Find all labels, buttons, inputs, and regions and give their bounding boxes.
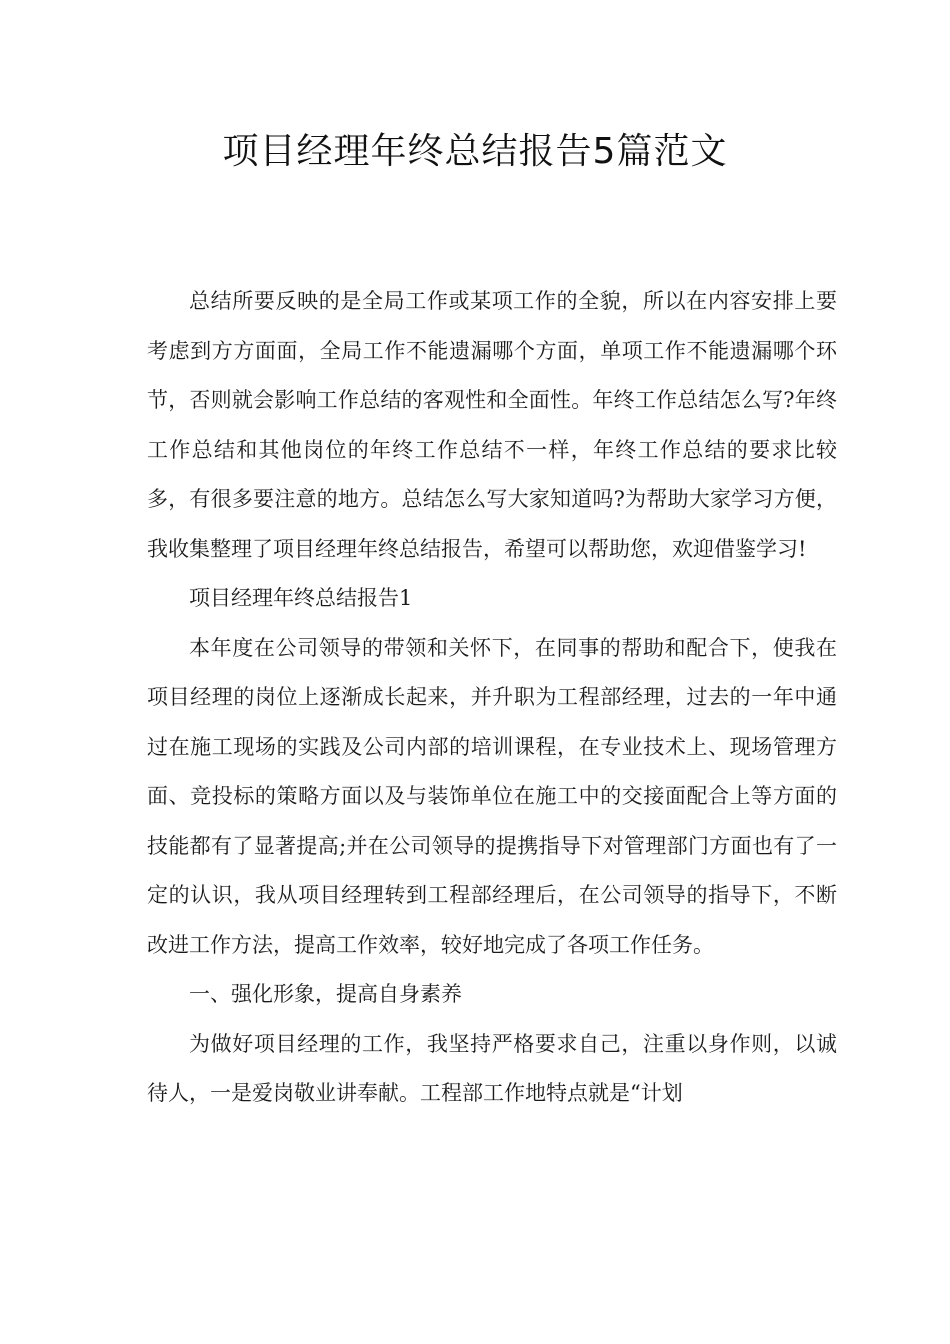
body-paragraph: 本年度在公司领导的带领和关怀下，在同事的帮助和配合下，使我在项目经理的岗位上逐渐成长起来，并升职为工程部经理，过去的一年中通过在施工现场的实践及公司内部的培训课程，在专业技术上、现场管理方面、竞投标的策略方面以及与装饰单位在施工中的交接面配合上等方面的技能都有了显著提高;并在公司领导的提携指导下对管理部门方面也有了一定的认识，我从项目经理转到工程部经理后，在公司领导的指导下，不断改进工作方法，提高工作效率，较好地完成了各项工作任务。 xyxy=(147,635,837,957)
subheading: 一、强化形象，提高自身素养 xyxy=(189,982,462,1006)
body-paragraph: 为做好项目经理的工作，我坚持严格要求自己，注重以身作则，以诚待人，一是爱岗敬业讲奉献。工程部工作地特点就是“计划 xyxy=(147,1031,837,1105)
section-heading: 项目经理年终总结报告1 xyxy=(189,586,413,610)
document-body xyxy=(147,277,837,1119)
intro-paragraph: 总结所要反映的是全局工作或某项工作的全貌，所以在内容安排上要考虑到方方面面，全局工作不能遗漏哪个方面，单项工作不能遗漏哪个环节，否则就会影响工作总结的客观性和全面性。年终工作总结怎么写?年终工作总结和其他岗位的年终工作总结不一样，年终工作总结的要求比较多，有很多要注意的地方。总结怎么写大家知道吗?为帮助大家学习方便，我收集整理了项目经理年终总结报告，希望可以帮助您，欢迎借鉴学习! xyxy=(147,289,837,561)
document-title: 项目经理年终总结报告5篇范文 xyxy=(222,131,728,172)
